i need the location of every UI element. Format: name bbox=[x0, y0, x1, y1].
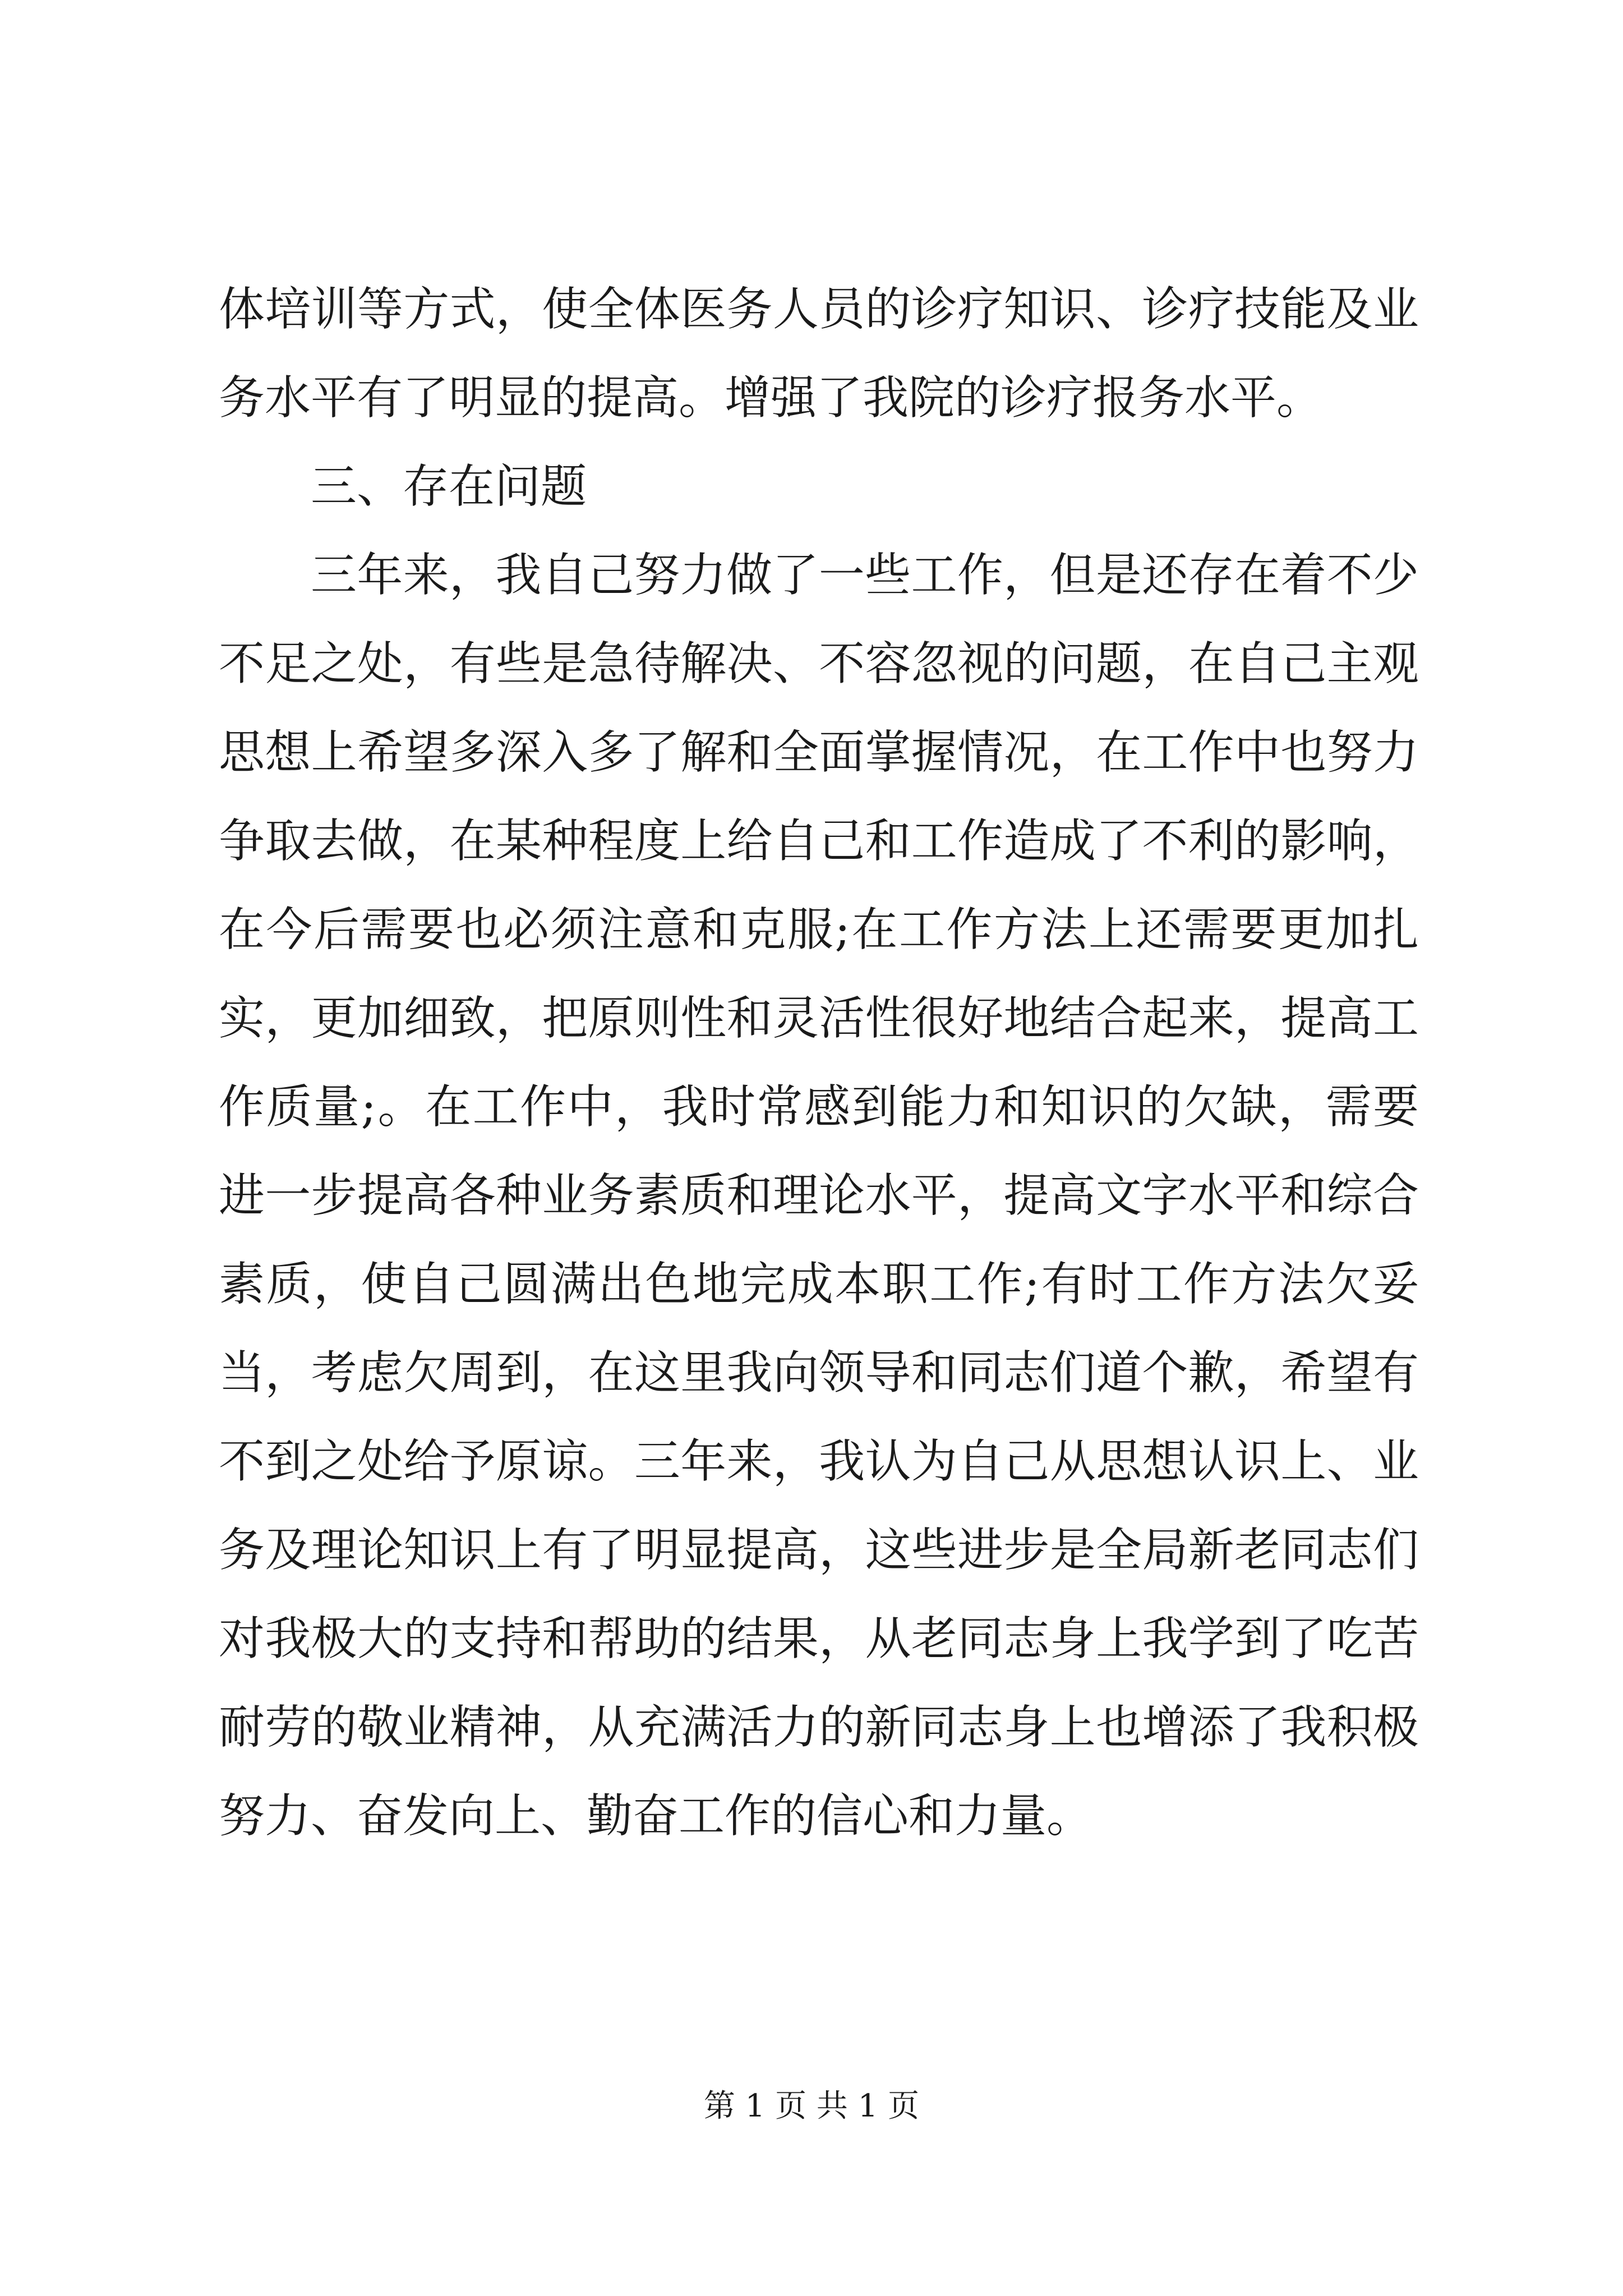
paragraph-problems: 三年来，我自己努力做了一些工作，但是还存在着不少不足之处，有些是急待解决、不容忽视的问题，在自己主观思想上希望多深入多了解和全面掌握情况，在工作中也努力争取去做，在某种程度上给自己和工作造成了不利的影响，在今后需要也必须注意和克服;在工作方法上还需要更加扎实，更加细致，把原则性和灵活性很好地结合起来，提高工作质量;。在工作中，我时常感到能力和知识的欠缺，需要进一步提高各种业务素质和理论水平，提高文字水平和综合素质，使自己圆满出色地完成本职工作;有时工作方法欠妥当，考虑欠周到，在这里我向领导和同志们道个歉，希望有不到之处给予原谅。三年来，我认为自己从思想认识上、业务及理论知识上有了明显提高，这些进步是全局新老同志们对我极大的支持和帮助的结果，从老同志身上我学到了吃苦耐劳的敬业精神，从充满活力的新同志身上也增添了我积极努力、奋发向上、勤奋工作的信心和力量。 bbox=[219, 549, 1419, 1843]
section-heading-problems: 三、存在问题 bbox=[311, 460, 587, 513]
paragraph-continuation: 体培训等方式，使全体医务人员的诊疗知识、诊疗技能及业务水平有了明显的提高。增强了我院的诊疗报务水平。 bbox=[219, 283, 1419, 425]
document-body bbox=[219, 265, 1419, 1861]
page-number-footer: 第 1 页 共 1 页 bbox=[703, 2088, 920, 2124]
